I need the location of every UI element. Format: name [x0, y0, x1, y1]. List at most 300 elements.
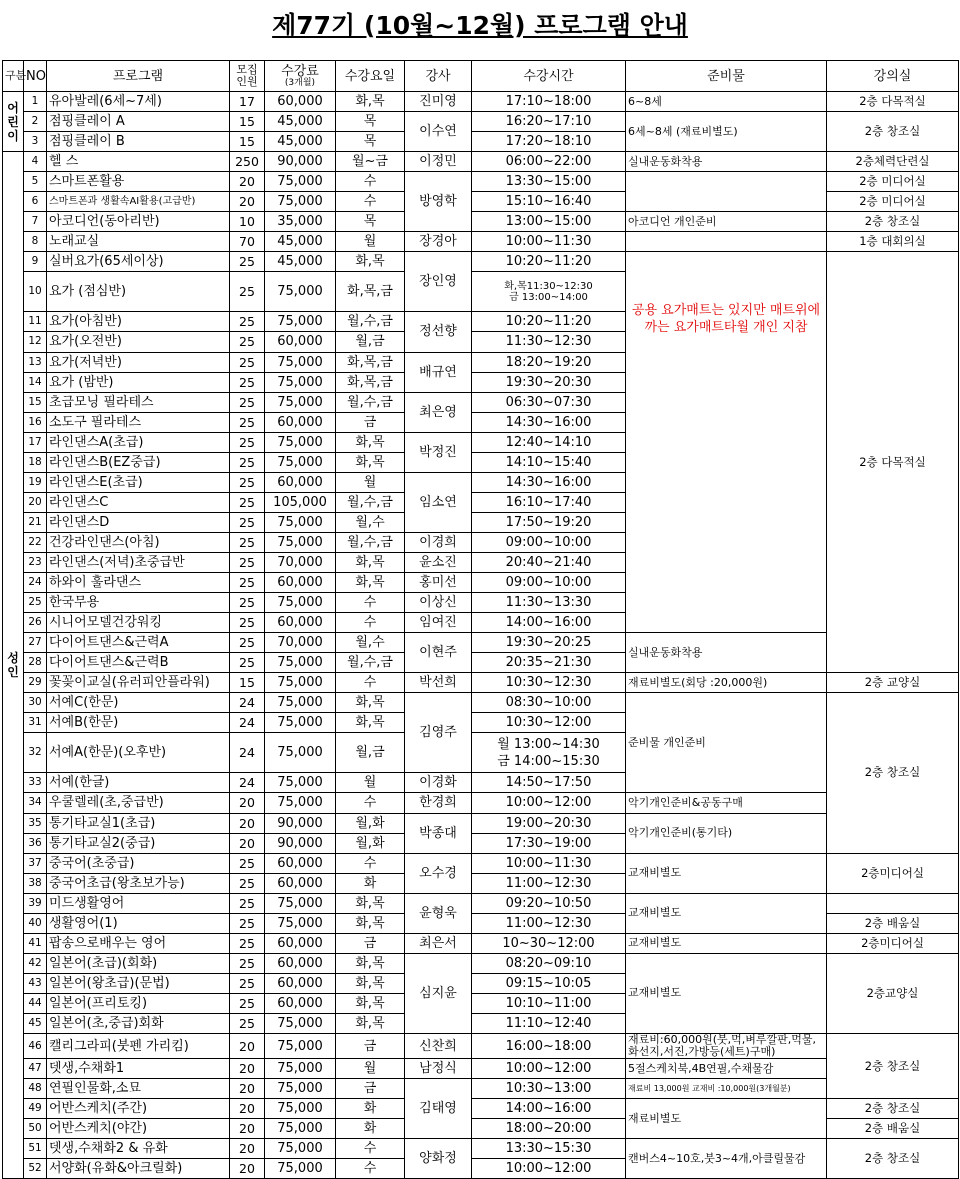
- row-fee: 60,000: [265, 472, 336, 492]
- header-category: 구분: [3, 61, 24, 92]
- row-program: 생활영어(1): [47, 913, 230, 933]
- table-row: [3, 813, 959, 833]
- row-time: 13:30~15:30: [472, 1139, 626, 1159]
- row-fee: 90,000: [265, 152, 336, 172]
- row-days: 월,화: [336, 813, 405, 833]
- row-fee: 60,000: [265, 92, 336, 112]
- row-program: 라인댄스A(초급): [47, 432, 230, 452]
- row-program: 실버요가(65세이상): [47, 252, 230, 272]
- row-fee: 75,000: [265, 1034, 336, 1059]
- row-teacher: 방영학: [405, 172, 472, 232]
- row-no: 42: [24, 953, 47, 973]
- row-capacity: 25: [230, 953, 265, 973]
- row-time: 14:30~16:00: [472, 412, 626, 432]
- row-days: 금: [336, 1034, 405, 1059]
- row-fee: 75,000: [265, 693, 336, 713]
- row-program: 초급모닝 필라테스: [47, 392, 230, 412]
- row-room: [827, 893, 959, 913]
- row-room: 2층미디어실: [827, 933, 959, 953]
- row-capacity: 20: [230, 833, 265, 853]
- row-capacity: 20: [230, 172, 265, 192]
- table-row: [3, 793, 959, 813]
- row-no: 23: [24, 552, 47, 572]
- row-no: 11: [24, 312, 47, 332]
- row-program: 라인댄스E(초급): [47, 472, 230, 492]
- table-body: [3, 92, 959, 1179]
- row-days: 월,금: [336, 332, 405, 352]
- row-fee: 75,000: [265, 532, 336, 552]
- row-program: 소도구 필라테스: [47, 412, 230, 432]
- row-capacity: 25: [230, 633, 265, 653]
- row-fee: 75,000: [265, 1159, 336, 1179]
- row-time: 11:00~12:30: [472, 873, 626, 893]
- row-fee: 75,000: [265, 1079, 336, 1099]
- row-program: 헬 스: [47, 152, 230, 172]
- row-no: 33: [24, 773, 47, 793]
- header-fee-sub: (3개월): [284, 77, 316, 88]
- row-program: 팝송으로배우는 영어: [47, 933, 230, 953]
- row-room: 2층 창조실: [827, 1139, 959, 1179]
- row-days: 월,화: [336, 833, 405, 853]
- row-fee: 60,000: [265, 933, 336, 953]
- header-capacity: 모집인원: [230, 61, 265, 92]
- row-room: 2층교양실: [827, 953, 959, 1033]
- table-header-row: [3, 61, 959, 92]
- row-days: 화,목: [336, 893, 405, 913]
- row-fee: 75,000: [265, 372, 336, 392]
- row-teacher: 임소연: [405, 472, 472, 532]
- table-row: [3, 953, 959, 973]
- row-capacity: 25: [230, 873, 265, 893]
- row-days: 화,목: [336, 953, 405, 973]
- row-fee: 75,000: [265, 1099, 336, 1119]
- row-teacher: 장경아: [405, 232, 472, 252]
- row-days: 화,목,금: [336, 352, 405, 372]
- row-days: 수: [336, 593, 405, 613]
- table-row: [3, 853, 959, 873]
- row-program: 뎃생,수채화1: [47, 1059, 230, 1079]
- category-adult: 성인: [3, 152, 24, 1179]
- row-no: 52: [24, 1159, 47, 1179]
- row-time: 09:00~10:00: [472, 573, 626, 593]
- row-days: 월,수: [336, 512, 405, 532]
- row-time: 09:00~10:00: [472, 532, 626, 552]
- row-fee: 75,000: [265, 673, 336, 693]
- row-time-line1: 화,목11:30~12:30: [504, 280, 593, 292]
- row-program: 연필인물화,소묘: [47, 1079, 230, 1099]
- row-teacher: 진미영: [405, 92, 472, 112]
- row-prep: [626, 232, 827, 252]
- row-time: 13:00~15:00: [472, 212, 626, 232]
- row-program: 한국무용: [47, 593, 230, 613]
- row-time: 10:00~12:00: [472, 793, 626, 813]
- row-program: 하와이 훌라댄스: [47, 573, 230, 593]
- row-program: 어반스케치(주간): [47, 1099, 230, 1119]
- row-program: 요가 (점심반): [47, 272, 230, 312]
- row-program: 꽃꽂이교실(유러피안플라워): [47, 673, 230, 693]
- row-fee: 75,000: [265, 913, 336, 933]
- table-row: [3, 1079, 959, 1099]
- row-no: 34: [24, 793, 47, 813]
- row-no: 20: [24, 492, 47, 512]
- header-program: 프로그램: [47, 61, 230, 92]
- row-program: 캘리그라피(붓펜 가리킴): [47, 1034, 230, 1059]
- row-fee: 75,000: [265, 192, 336, 212]
- row-teacher: 최은서: [405, 933, 472, 953]
- row-prep: 교재비별도: [626, 853, 827, 893]
- header-time: 수강시간: [472, 61, 626, 92]
- row-time: 10:00~11:30: [472, 232, 626, 252]
- row-days: 목: [336, 112, 405, 132]
- row-program: 스마트폰활용: [47, 172, 230, 192]
- row-time: 11:30~13:30: [472, 593, 626, 613]
- row-days: 수: [336, 673, 405, 693]
- row-capacity: 24: [230, 733, 265, 773]
- row-days: 월~금: [336, 152, 405, 172]
- row-days: 목: [336, 212, 405, 232]
- row-program: 요가(아침반): [47, 312, 230, 332]
- row-fee: 60,000: [265, 613, 336, 633]
- row-no: 1: [24, 92, 47, 112]
- row-days: 금: [336, 1079, 405, 1099]
- table-row: [3, 212, 959, 232]
- row-time: 19:00~20:30: [472, 813, 626, 833]
- row-capacity: 25: [230, 913, 265, 933]
- row-fee: 75,000: [265, 172, 336, 192]
- row-program: 스마트폰과 생활속AI활용(고급반): [47, 192, 230, 212]
- yoga-mat-note: 공용 요가매트는 있지만 매트위에까는 요가매트타월 개인 지참: [626, 252, 827, 633]
- row-time: 11:30~12:30: [472, 332, 626, 352]
- row-fee: 105,000: [265, 492, 336, 512]
- row-fee: 75,000: [265, 392, 336, 412]
- row-program: 일본어(초급)(회화): [47, 953, 230, 973]
- row-time: 14:10~15:40: [472, 452, 626, 472]
- row-days: 수: [336, 172, 405, 192]
- row-no: 38: [24, 873, 47, 893]
- row-teacher: 최은영: [405, 392, 472, 432]
- row-prep: 준비물 개인준비: [626, 693, 827, 793]
- row-days: 화: [336, 1099, 405, 1119]
- row-program: 중국어초급(왕초보가능): [47, 873, 230, 893]
- row-teacher: 박종대: [405, 813, 472, 853]
- row-program: 우쿨렐레(초,중급반): [47, 793, 230, 813]
- row-no: 14: [24, 372, 47, 392]
- row-fee: 45,000: [265, 252, 336, 272]
- row-prep: 악기개인준비&공동구매: [626, 793, 827, 813]
- row-no: 37: [24, 853, 47, 873]
- row-capacity: 25: [230, 432, 265, 452]
- row-capacity: 25: [230, 332, 265, 352]
- table-row: [3, 893, 959, 913]
- row-time-line2: 금 14:00~15:30: [497, 753, 600, 769]
- row-prep: 악기개인준비(통기타): [626, 813, 827, 853]
- row-capacity: 25: [230, 1013, 265, 1033]
- row-teacher: 이현주: [405, 633, 472, 673]
- row-capacity: 25: [230, 472, 265, 492]
- row-days: 화,목: [336, 432, 405, 452]
- row-capacity: 25: [230, 492, 265, 512]
- row-days: 목: [336, 132, 405, 152]
- row-fee: 45,000: [265, 112, 336, 132]
- row-capacity: 20: [230, 1059, 265, 1079]
- row-fee: 75,000: [265, 512, 336, 532]
- row-time: 13:30~15:00: [472, 172, 626, 192]
- row-capacity: 25: [230, 352, 265, 372]
- row-program: 서예C(한문): [47, 693, 230, 713]
- row-teacher: 임여진: [405, 613, 472, 633]
- row-time: 11:00~12:30: [472, 913, 626, 933]
- table-row: [3, 933, 959, 953]
- row-no: 5: [24, 172, 47, 192]
- row-teacher: 윤소진: [405, 552, 472, 572]
- page-title-wrap: [0, 0, 960, 44]
- row-time: 08:20~09:10: [472, 953, 626, 973]
- header-no: NO: [24, 61, 47, 92]
- row-room: 2층 미디어실: [827, 172, 959, 192]
- row-no: 6: [24, 192, 47, 212]
- row-capacity: 25: [230, 613, 265, 633]
- row-teacher: 이수연: [405, 112, 472, 152]
- row-program: 중국어(초중급): [47, 853, 230, 873]
- row-fee: 75,000: [265, 893, 336, 913]
- row-no: 36: [24, 833, 47, 853]
- table-row: [3, 1034, 959, 1059]
- row-fee: 75,000: [265, 1139, 336, 1159]
- row-no: 10: [24, 272, 47, 312]
- row-fee: 90,000: [265, 833, 336, 853]
- row-room: 2층 창조실: [827, 693, 959, 853]
- row-no: 12: [24, 332, 47, 352]
- row-fee: 75,000: [265, 1013, 336, 1033]
- row-room: 2층 배움실: [827, 913, 959, 933]
- row-capacity: 25: [230, 853, 265, 873]
- row-teacher: 이경희: [405, 532, 472, 552]
- row-time: [472, 272, 626, 312]
- row-program: 요가 (밤반): [47, 372, 230, 392]
- row-capacity: 20: [230, 1099, 265, 1119]
- row-prep: 6~8세: [626, 92, 827, 112]
- row-no: 43: [24, 973, 47, 993]
- row-capacity: 250: [230, 152, 265, 172]
- row-time: 16:10~17:40: [472, 492, 626, 512]
- row-time-line2: 금 13:00~14:00: [509, 291, 588, 303]
- row-time: 17:50~19:20: [472, 512, 626, 532]
- table-row: [3, 1099, 959, 1119]
- row-program: 다이어트댄스&근력A: [47, 633, 230, 653]
- row-no: 17: [24, 432, 47, 452]
- row-days: 금: [336, 933, 405, 953]
- row-fee: 60,000: [265, 973, 336, 993]
- row-no: 9: [24, 252, 47, 272]
- row-days: 화,목: [336, 713, 405, 733]
- row-capacity: 24: [230, 773, 265, 793]
- row-time: 10:30~12:00: [472, 713, 626, 733]
- row-room: 1층 대회의실: [827, 232, 959, 252]
- row-fee: 75,000: [265, 653, 336, 673]
- row-time: 10:10~11:00: [472, 993, 626, 1013]
- row-time: 14:30~16:00: [472, 472, 626, 492]
- row-room: 2층미디어실: [827, 853, 959, 893]
- row-time: 17:30~19:00: [472, 833, 626, 853]
- row-fee: 75,000: [265, 733, 336, 773]
- row-teacher: 정선향: [405, 312, 472, 352]
- row-days: 월,수,금: [336, 312, 405, 332]
- row-time: 10:30~12:30: [472, 673, 626, 693]
- row-days: 화,목: [336, 973, 405, 993]
- row-days: 월,수,금: [336, 492, 405, 512]
- row-no: 49: [24, 1099, 47, 1119]
- row-prep: 캔버스4~10호,붓3~4개,아클릴물감: [626, 1139, 827, 1179]
- row-program: 뎃생,수채화2 & 유화: [47, 1139, 230, 1159]
- row-capacity: 25: [230, 933, 265, 953]
- row-no: 50: [24, 1119, 47, 1139]
- row-capacity: 25: [230, 252, 265, 272]
- row-fee: 60,000: [265, 412, 336, 432]
- row-teacher: 한경희: [405, 793, 472, 813]
- row-days: 화: [336, 873, 405, 893]
- row-capacity: 17: [230, 92, 265, 112]
- row-program: 노래교실: [47, 232, 230, 252]
- row-time: 06:30~07:30: [472, 392, 626, 412]
- row-teacher: 김태영: [405, 1079, 472, 1139]
- row-days: 월: [336, 232, 405, 252]
- row-no: 26: [24, 613, 47, 633]
- row-capacity: 25: [230, 412, 265, 432]
- row-fee: 75,000: [265, 713, 336, 733]
- category-children: 어린이: [3, 92, 24, 152]
- row-no: 35: [24, 813, 47, 833]
- row-time: 10:00~11:30: [472, 853, 626, 873]
- row-capacity: 25: [230, 573, 265, 593]
- row-no: 40: [24, 913, 47, 933]
- row-teacher: 배규연: [405, 352, 472, 392]
- row-teacher: 김영주: [405, 693, 472, 773]
- row-time: 16:20~17:10: [472, 112, 626, 132]
- row-no: 8: [24, 232, 47, 252]
- row-capacity: 25: [230, 452, 265, 472]
- row-capacity: 20: [230, 813, 265, 833]
- row-program: 점핑클레이 B: [47, 132, 230, 152]
- row-fee: 35,000: [265, 212, 336, 232]
- row-teacher: 심지윤: [405, 953, 472, 1033]
- row-no: 39: [24, 893, 47, 913]
- row-no: 29: [24, 673, 47, 693]
- header-prep: 준비물: [626, 61, 827, 92]
- row-time: 16:00~18:00: [472, 1034, 626, 1059]
- row-room: 2층체력단련실: [827, 152, 959, 172]
- row-no: 24: [24, 573, 47, 593]
- row-program: 라인댄스D: [47, 512, 230, 532]
- row-fee: 45,000: [265, 132, 336, 152]
- row-prep: 실내운동화착용: [626, 633, 827, 673]
- row-time: 18:20~19:20: [472, 352, 626, 372]
- row-days: 월,수,금: [336, 653, 405, 673]
- row-days: 화,목: [336, 552, 405, 572]
- header-days: 수강요일: [336, 61, 405, 92]
- row-days: 화,목: [336, 92, 405, 112]
- row-capacity: 25: [230, 973, 265, 993]
- row-time: 17:10~18:00: [472, 92, 626, 112]
- row-no: 7: [24, 212, 47, 232]
- row-days: 금: [336, 412, 405, 432]
- row-program: 서예B(한문): [47, 713, 230, 733]
- row-time: 10~30~12:00: [472, 933, 626, 953]
- row-time: 20:35~21:30: [472, 653, 626, 673]
- row-capacity: 20: [230, 1034, 265, 1059]
- row-program: 아코디언(동아리반): [47, 212, 230, 232]
- row-fee: 75,000: [265, 793, 336, 813]
- row-program: 통기타교실2(중급): [47, 833, 230, 853]
- row-capacity: 20: [230, 1119, 265, 1139]
- row-time: 10:30~13:00: [472, 1079, 626, 1099]
- row-time: 11:10~12:40: [472, 1013, 626, 1033]
- row-time: 14:00~16:00: [472, 1099, 626, 1119]
- row-days: 월: [336, 773, 405, 793]
- row-no: 18: [24, 452, 47, 472]
- row-room: 2층 창조실: [827, 1099, 959, 1119]
- table-row: [3, 92, 959, 112]
- row-capacity: 20: [230, 1159, 265, 1179]
- row-prep: 아코디언 개인준비: [626, 212, 827, 232]
- row-prep: 재료비 13,000원 교재비 :10,000원(3개월분): [626, 1079, 827, 1099]
- row-time: 10:20~11:20: [472, 312, 626, 332]
- row-prep: 실내운동화착용: [626, 152, 827, 172]
- row-fee: 75,000: [265, 773, 336, 793]
- row-time: 06:00~22:00: [472, 152, 626, 172]
- row-teacher: 이상신: [405, 593, 472, 613]
- row-time: 09:15~10:05: [472, 973, 626, 993]
- row-time: 08:30~10:00: [472, 693, 626, 713]
- row-time: 14:50~17:50: [472, 773, 626, 793]
- row-no: 25: [24, 593, 47, 613]
- row-no: 48: [24, 1079, 47, 1099]
- row-days: 수: [336, 192, 405, 212]
- row-time: 10:00~12:00: [472, 1159, 626, 1179]
- row-days: 화,목: [336, 573, 405, 593]
- row-days: 월,수,금: [336, 392, 405, 412]
- row-program: 라인댄스C: [47, 492, 230, 512]
- row-program: 서예(한글): [47, 773, 230, 793]
- row-program: 서예A(한문)(오후반): [47, 733, 230, 773]
- row-fee: 90,000: [265, 813, 336, 833]
- row-time: 18:00~20:00: [472, 1119, 626, 1139]
- row-program: 유아발레(6세~7세): [47, 92, 230, 112]
- row-capacity: 25: [230, 512, 265, 532]
- row-fee: 60,000: [265, 573, 336, 593]
- row-no: 30: [24, 693, 47, 713]
- row-fee: 75,000: [265, 452, 336, 472]
- row-teacher: 양화정: [405, 1139, 472, 1179]
- table-row: [3, 673, 959, 693]
- row-capacity: 25: [230, 993, 265, 1013]
- row-program: 서양화(유화&아크릴화): [47, 1159, 230, 1179]
- row-room: 2층 교양실: [827, 673, 959, 693]
- table-row: [3, 633, 959, 653]
- room-multipurpose: 2층 다목적실: [827, 252, 959, 673]
- row-program: 일본어(왕초급)(문법): [47, 973, 230, 993]
- row-capacity: 25: [230, 532, 265, 552]
- page-title: 제77기 (10월~12월) 프로그램 안내: [272, 11, 688, 40]
- row-time: 15:10~16:40: [472, 192, 626, 212]
- row-capacity: 25: [230, 312, 265, 332]
- row-no: 3: [24, 132, 47, 152]
- row-no: 32: [24, 733, 47, 773]
- row-time: [472, 733, 626, 773]
- row-prep: 교재비별도: [626, 953, 827, 1033]
- row-days: 월,금: [336, 733, 405, 773]
- row-room: 2층 창조실: [827, 112, 959, 152]
- row-teacher: 이경화: [405, 773, 472, 793]
